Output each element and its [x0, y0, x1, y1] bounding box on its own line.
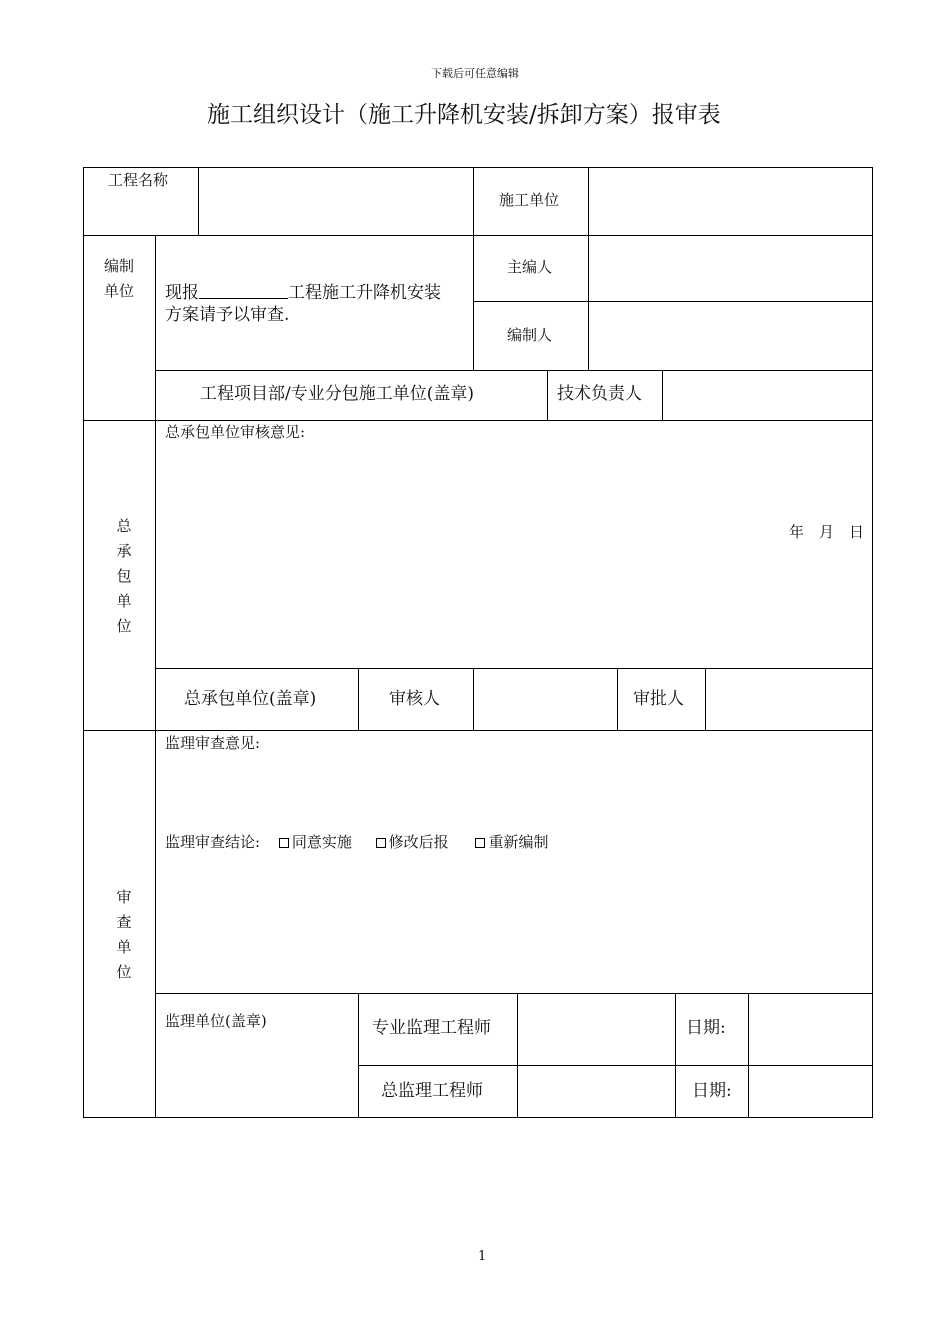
page-number: 1: [478, 1249, 487, 1264]
checkbox-icon[interactable]: [376, 838, 386, 848]
page-title: 施工组织设计（施工升降机安装/拆卸方案）报审表: [207, 102, 721, 128]
chief-engineer-field[interactable]: [518, 1066, 674, 1116]
date-label-1: 日期:: [686, 1018, 726, 1038]
contractor-seal-label: 总承包单位(盖章): [184, 689, 317, 709]
side-char: 单: [116, 938, 132, 956]
construction-unit-label: 施工单位: [499, 191, 560, 209]
editor-field[interactable]: [589, 302, 871, 369]
supervision-conclusion-row: [165, 835, 548, 850]
side-char: 查: [116, 913, 132, 931]
side-char: 承: [116, 542, 132, 560]
checkbox-icon[interactable]: [279, 838, 289, 848]
compile-unit-label-2: 单位: [104, 282, 135, 300]
editor-label: 编制人: [507, 326, 553, 344]
project-name-label: 工程名称: [108, 171, 169, 189]
option-revise[interactable]: 修改后报: [376, 833, 449, 851]
date-field-1[interactable]: [749, 994, 871, 1064]
report-text-line2: 方案请予以审查.: [165, 305, 290, 325]
project-name-field[interactable]: [199, 168, 472, 234]
chief-editor-field[interactable]: [589, 236, 871, 300]
option-approve[interactable]: 同意实施: [279, 833, 352, 851]
side-char: 位: [116, 617, 132, 635]
report-text-line1: [165, 283, 441, 302]
compile-unit-label-1: 编制: [104, 257, 135, 275]
contractor-opinion-label: 总承包单位审核意见:: [165, 423, 306, 441]
side-char: 包: [116, 567, 132, 585]
supervision-opinion-label: 监理审查意见:: [165, 734, 261, 752]
date-year: 年: [789, 523, 805, 541]
header-note: 下载后可任意编辑: [431, 67, 519, 80]
side-char: 总: [116, 517, 132, 535]
reviewer-field[interactable]: [474, 669, 616, 729]
chief-editor-label: 主编人: [507, 258, 553, 276]
date-field-2[interactable]: [749, 1066, 871, 1116]
option-recompile[interactable]: 重新编制: [475, 833, 548, 851]
date-day: 日: [849, 523, 865, 541]
specialist-engineer-field[interactable]: [518, 994, 674, 1064]
approver-field[interactable]: [706, 669, 871, 729]
reviewer-label: 审核人: [389, 689, 440, 709]
conclusion-label: 监理审查结论:: [165, 833, 261, 851]
report-suffix: 工程施工升降机安装: [288, 283, 441, 303]
date-month: 月: [819, 523, 835, 541]
supervision-seal-label: 监理单位(盖章): [165, 1012, 267, 1030]
report-blank[interactable]: [199, 283, 288, 299]
tech-lead-field[interactable]: [663, 371, 871, 419]
review-unit-side-label: [112, 885, 136, 985]
checkbox-icon[interactable]: [475, 838, 485, 848]
report-prefix: 现报: [165, 283, 199, 303]
contractor-opinion-field[interactable]: [160, 445, 780, 660]
general-contractor-side-label: [112, 514, 136, 639]
side-char: 位: [116, 963, 132, 981]
side-char: 审: [116, 888, 132, 906]
date-label-2: 日期:: [692, 1081, 732, 1101]
chief-engineer-label: 总监理工程师: [381, 1081, 483, 1101]
specialist-engineer-label: 专业监理工程师: [372, 1018, 491, 1038]
side-char: 单: [116, 592, 132, 610]
construction-unit-field[interactable]: [589, 168, 871, 234]
approver-label: 审批人: [633, 689, 684, 709]
project-dept-label: 工程项目部/专业分包施工单位(盖章): [200, 384, 474, 404]
tech-lead-label: 技术负责人: [557, 384, 642, 404]
